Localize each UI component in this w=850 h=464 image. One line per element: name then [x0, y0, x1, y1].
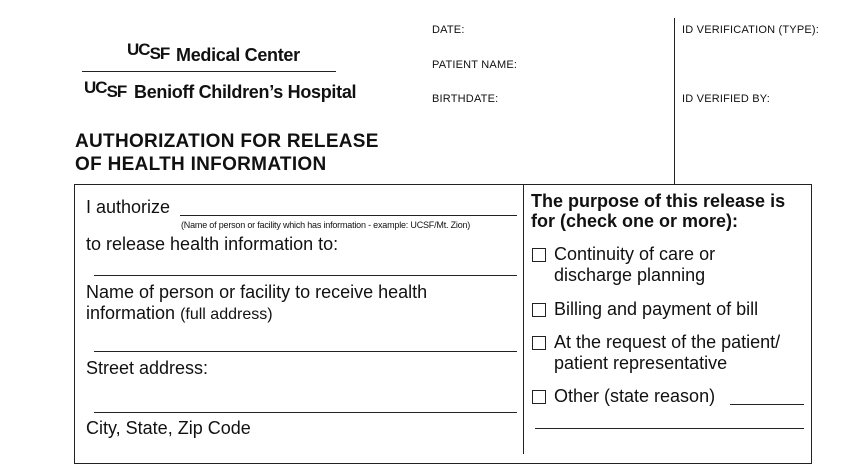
city-state-zip-label: City, State, Zip Code — [86, 418, 251, 438]
form-title-line2: OF HEALTH INFORMATION — [75, 154, 327, 175]
release-to-field[interactable] — [94, 258, 517, 276]
recipient-label-2 — [86, 303, 273, 324]
header-divider — [674, 18, 675, 184]
street-address-field[interactable] — [94, 395, 517, 413]
ucsf-logo-bottom — [84, 78, 127, 101]
authorize-label: I authorize — [86, 197, 171, 217]
checkbox-continuity[interactable] — [532, 248, 546, 262]
purpose-title — [531, 191, 785, 231]
purpose-title-line1: The purpose of this release is — [531, 191, 786, 211]
logo-divider — [82, 71, 336, 72]
id-verified-by-label: ID VERIFIED BY: — [682, 93, 770, 105]
option-patient-request-line2: patient representative — [554, 353, 728, 373]
birthdate-label: BIRTHDATE: — [432, 93, 499, 105]
other-reason-field-2[interactable] — [535, 413, 804, 429]
option-continuity[interactable] — [532, 244, 715, 286]
other-reason-field[interactable] — [730, 389, 804, 405]
logo-uc-text-2: UC — [84, 78, 107, 97]
logo-sf-text: SF — [149, 44, 170, 63]
date-label: DATE: — [432, 24, 465, 36]
option-patient-request[interactable] — [532, 332, 780, 374]
ucsf-logo-top — [127, 40, 170, 63]
authorize-hint: (Name of person or facility which has information - example: UCSF/Mt. Zion) — [181, 220, 471, 230]
form-title-line1: AUTHORIZATION FOR RELEASE — [75, 131, 379, 152]
purpose-title-line2: for (check one or more): — [531, 211, 739, 231]
logo-uc-text: UC — [127, 40, 150, 59]
release-to-label: to release health information to: — [86, 234, 339, 254]
logo-benioff: Benioff Children’s Hospital — [134, 82, 357, 102]
recipient-label: Name of person or facility to receive health — [86, 282, 428, 302]
option-other[interactable] — [532, 386, 715, 407]
option-continuity-label — [554, 244, 715, 286]
checkbox-patient-request[interactable] — [532, 336, 546, 350]
option-continuity-line2: discharge planning — [554, 265, 706, 285]
street-address-label: Street address: — [86, 358, 209, 378]
checkbox-other[interactable] — [532, 390, 546, 404]
option-other-label: Other (state reason) — [554, 386, 716, 406]
option-patient-request-line1: At the request of the patient/ — [554, 332, 781, 352]
id-verification-label: ID VERIFICATION (TYPE): — [682, 24, 820, 36]
checkbox-billing[interactable] — [532, 303, 546, 317]
recipient-name-field[interactable] — [94, 334, 517, 352]
recipient-label-text: information — [86, 303, 176, 323]
option-billing[interactable] — [532, 299, 758, 320]
logo-sf-text-2: SF — [106, 82, 127, 101]
recipient-hint: (full address) — [180, 306, 273, 323]
logo-medical-center: Medical Center — [176, 45, 300, 65]
option-patient-request-label — [554, 332, 780, 374]
form-title — [75, 130, 379, 176]
patient-name-label: PATIENT NAME: — [432, 59, 518, 71]
option-billing-label: Billing and payment of bill — [554, 299, 759, 319]
column-divider — [523, 184, 524, 454]
authorize-field[interactable] — [180, 197, 517, 216]
option-continuity-line1: Continuity of care or — [554, 244, 716, 264]
